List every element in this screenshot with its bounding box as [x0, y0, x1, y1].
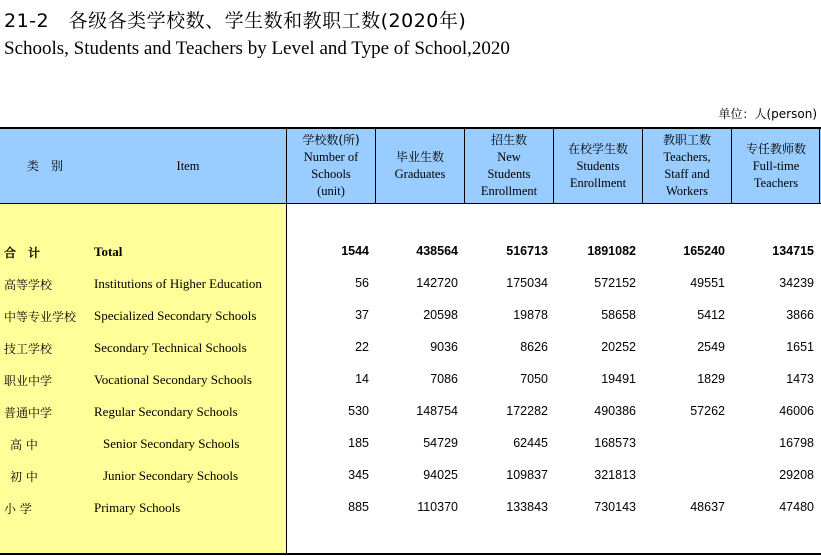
cell-staff: 48637 — [690, 500, 725, 514]
cell-new-enrollment: 8626 — [520, 340, 548, 354]
header-enrollment: 在校学生数 Students Enrollment — [567, 141, 628, 190]
cell-schools: 56 — [355, 276, 369, 290]
cell-teachers: 34239 — [779, 276, 814, 290]
cell-teachers: 1473 — [786, 372, 814, 386]
cell-graduates: 7086 — [430, 372, 458, 386]
cell-teachers: 16798 — [779, 436, 814, 450]
cell-enrollment: 1891082 — [587, 244, 636, 258]
table-row — [0, 340, 821, 360]
cell-staff: 5412 — [697, 308, 725, 322]
cell-teachers: 29208 — [779, 468, 814, 482]
cell-teachers: 134715 — [772, 244, 814, 258]
cell-schools: 14 — [355, 372, 369, 386]
table-title-en: Schools, Students and Teachers by Level and Type of School,2020 — [4, 38, 510, 59]
cell-new-enrollment: 172282 — [506, 404, 548, 418]
cell-teachers: 46006 — [779, 404, 814, 418]
cell-new-enrollment: 516713 — [506, 244, 548, 258]
row-category: 高等学校 — [4, 278, 53, 292]
cell-new-enrollment: 133843 — [506, 500, 548, 514]
cell-schools: 885 — [348, 500, 369, 514]
row-category: 高 中 — [10, 438, 38, 452]
cell-enrollment: 321813 — [594, 468, 636, 482]
cell-graduates: 20598 — [423, 308, 458, 322]
cell-graduates: 142720 — [416, 276, 458, 290]
table-row — [0, 276, 821, 296]
row-category: 中等专业学校 — [4, 310, 77, 324]
cell-graduates: 110370 — [417, 500, 458, 514]
table-row — [0, 500, 821, 520]
cell-staff: 57262 — [690, 404, 725, 418]
cell-new-enrollment: 7050 — [520, 372, 548, 386]
cell-enrollment: 730143 — [594, 500, 636, 514]
row-category: 合 计 — [4, 246, 41, 260]
table-row — [0, 244, 821, 264]
cell-new-enrollment: 19878 — [513, 308, 548, 322]
cell-enrollment: 19491 — [601, 372, 636, 386]
bottom-rule — [0, 553, 821, 555]
header-category: 类 别 — [26, 158, 63, 173]
cell-teachers: 3866 — [786, 308, 814, 322]
header-teachers: 专任教师数 Full-time Teachers — [745, 141, 806, 190]
cell-enrollment: 572152 — [594, 276, 636, 290]
row-item: Secondary Technical Schools — [94, 340, 247, 355]
row-item: Primary Schools — [94, 500, 181, 515]
cell-staff: 49551 — [690, 276, 725, 290]
cell-new-enrollment: 62445 — [513, 436, 548, 450]
cell-schools: 1544 — [341, 244, 369, 258]
row-category: 普通中学 — [4, 406, 53, 420]
row-category: 小 学 — [4, 502, 32, 516]
row-category: 职业中学 — [4, 374, 53, 388]
cell-new-enrollment: 109837 — [506, 468, 548, 482]
cell-graduates: 9036 — [430, 340, 458, 354]
cell-teachers: 47480 — [779, 500, 814, 514]
unit-note: 单位：人(person) — [718, 107, 817, 121]
header-schools: 学校数(所) Number of Schools (unit) — [302, 133, 360, 198]
header-new-enrollment: 招生数 New Students Enrollment — [480, 133, 538, 198]
header-item: Item — [176, 158, 200, 173]
cell-schools: 345 — [348, 468, 369, 482]
row-item: Senior Secondary Schools — [103, 436, 240, 451]
cell-schools: 530 — [348, 404, 369, 418]
row-category: 初 中 — [10, 470, 38, 484]
cell-teachers: 1651 — [786, 340, 814, 354]
cell-staff: 1829 — [697, 372, 725, 386]
table-row — [0, 468, 821, 488]
row-item: Junior Secondary Schools — [103, 468, 239, 483]
row-item: Vocational Secondary Schools — [94, 372, 252, 387]
cell-staff: 2549 — [697, 340, 725, 354]
cell-graduates: 94025 — [423, 468, 458, 482]
cell-enrollment: 490386 — [594, 404, 636, 418]
cell-graduates: 438564 — [416, 244, 458, 258]
cell-enrollment: 20252 — [601, 340, 636, 354]
cell-graduates: 148754 — [416, 404, 458, 418]
cell-new-enrollment: 175034 — [506, 276, 548, 290]
header-staff: 教职工数 Teachers, Staff and Workers — [662, 133, 711, 198]
table-title-zh: 21-2 各级各类学校数、学生数和教职工数(2020年) — [4, 10, 467, 32]
row-item: Specialized Secondary Schools — [94, 308, 257, 323]
cell-schools: 185 — [348, 436, 369, 450]
row-category: 技工学校 — [4, 342, 53, 356]
table-row — [0, 404, 821, 424]
header-graduates: 毕业生数 Graduates — [394, 150, 446, 181]
cell-schools: 37 — [355, 308, 369, 322]
cell-enrollment: 58658 — [601, 308, 636, 322]
row-item: Regular Secondary Schools — [94, 404, 238, 419]
cell-staff: 165240 — [683, 244, 725, 258]
header-rule — [0, 203, 821, 204]
row-item: Institutions of Higher Education — [94, 276, 262, 291]
cell-schools: 22 — [355, 340, 369, 354]
row-item: Total — [94, 244, 123, 259]
table-row — [0, 372, 821, 392]
table-row — [0, 308, 821, 328]
cell-graduates: 54729 — [423, 436, 458, 450]
table-row — [0, 436, 821, 456]
cell-enrollment: 168573 — [594, 436, 636, 450]
